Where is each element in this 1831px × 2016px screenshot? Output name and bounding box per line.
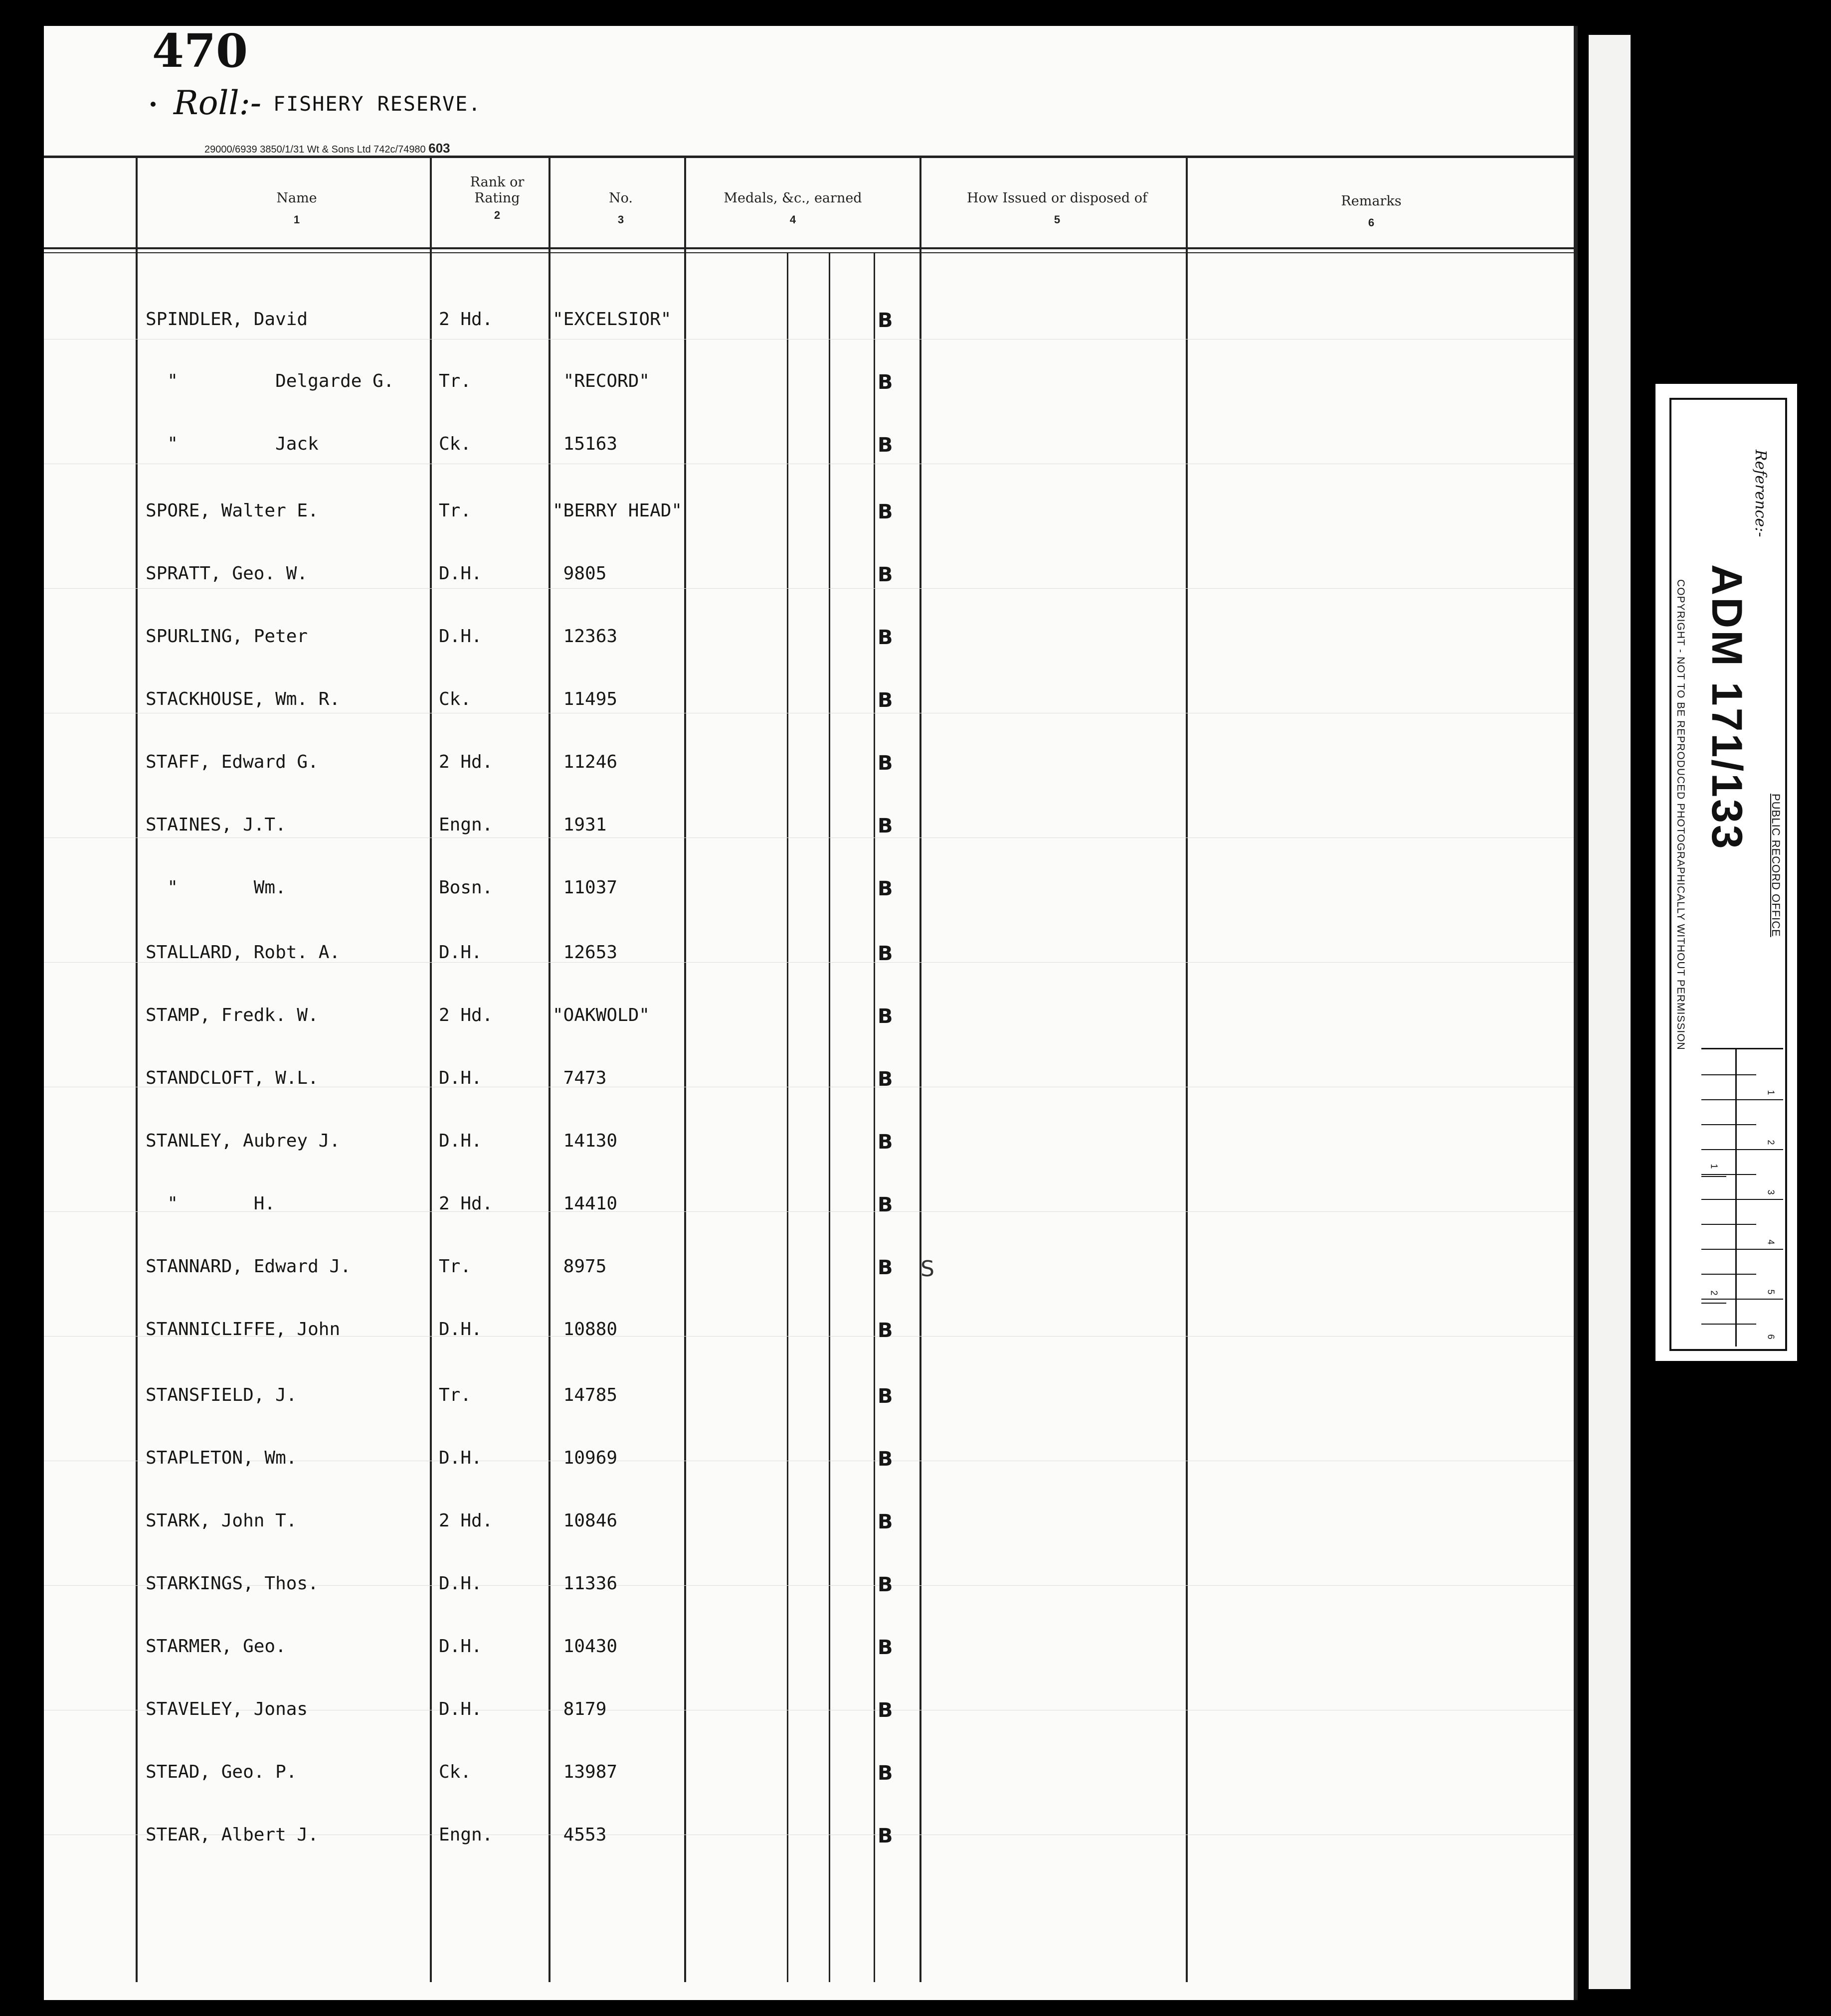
- cell-no: 10846: [552, 1511, 618, 1531]
- cell-no: 1931: [552, 815, 607, 835]
- ruler-tick: [1701, 1199, 1783, 1200]
- cell-no: 11246: [552, 752, 618, 772]
- cell-rank: Tr.: [439, 1256, 472, 1277]
- slip-copyright: COPYRIGHT - NOT TO BE REPRODUCED PHOTOGRAPHICALLY WITHOUT PERMISSION: [1675, 579, 1686, 1050]
- column-divider: [549, 158, 550, 1982]
- column-divider: [684, 158, 686, 1982]
- ruler-inch-label: 1: [1709, 1164, 1719, 1169]
- binder-strip: [1589, 35, 1631, 1989]
- cell-name: STARK, John T.: [146, 1511, 297, 1531]
- ruler-tick: [1701, 1074, 1756, 1075]
- header-issued: [937, 190, 1177, 227]
- cell-no: 7473: [552, 1068, 607, 1088]
- printer-code: [204, 141, 450, 156]
- cell-rank: 2 Hd.: [439, 752, 493, 772]
- page-number: 470: [152, 24, 248, 78]
- ruler-tick: [1701, 1099, 1783, 1100]
- ruler-inch-label: 2: [1709, 1290, 1719, 1296]
- cell-name: SPORE, Walter E.: [146, 501, 319, 521]
- cell-no: 11495: [552, 689, 618, 709]
- cell-rank: Bosn.: [439, 877, 493, 898]
- cell-name: STANDCLOFT, W.L.: [146, 1068, 319, 1088]
- ruler-inch-tick: [1701, 1176, 1726, 1177]
- cell-medal: B: [878, 1319, 893, 1342]
- header-rank: [455, 174, 540, 222]
- header-no-label: No.: [609, 190, 633, 206]
- cell-name: STANNICLIFFE, John: [146, 1319, 341, 1340]
- column-divider: [1186, 158, 1188, 1982]
- reference-slip: [1655, 384, 1797, 1361]
- slip-office-name: PUBLIC RECORD OFFICE: [1770, 794, 1782, 937]
- cell-medal: B: [878, 1068, 893, 1091]
- slip-reference-code: ADM 171/133: [1703, 564, 1751, 851]
- header-rank-label: Rank or Rating: [470, 174, 525, 206]
- cell-no: 4553: [552, 1825, 607, 1845]
- cell-no: "EXCELSIOR": [552, 309, 672, 330]
- cell-medal: B: [878, 1448, 893, 1471]
- reference-slip-border: [1669, 398, 1787, 1351]
- cell-rank: D.H.: [439, 1319, 482, 1340]
- medal-subdivider: [874, 252, 875, 1982]
- cell-name: SPINDLER, David: [146, 309, 308, 330]
- cell-name: STEAR, Albert J.: [146, 1825, 319, 1845]
- cell-name: STANSFIELD, J.: [146, 1385, 297, 1405]
- medal-subdivider: [829, 252, 830, 1982]
- header-issued-num: 5: [1054, 213, 1061, 226]
- column-divider: [919, 158, 921, 1982]
- header-name-label: Name: [276, 190, 317, 206]
- cell-rank: Engn.: [439, 1825, 493, 1845]
- cell-name: STARMER, Geo.: [146, 1636, 286, 1657]
- cell-no: 14410: [552, 1193, 618, 1214]
- ruler-cm-label: 2: [1766, 1140, 1776, 1145]
- cell-medal: B: [878, 434, 893, 457]
- cell-rank: Ck.: [439, 689, 472, 709]
- cell-medal: B: [878, 626, 893, 649]
- cell-rank: D.H.: [439, 1448, 482, 1468]
- header-remarks-num: 6: [1368, 216, 1375, 229]
- cell-medal: B: [878, 309, 893, 332]
- measurement-ruler: [1701, 1048, 1783, 1346]
- cell-name: STAVELEY, Jonas: [146, 1699, 308, 1719]
- cell-no: 12653: [552, 942, 618, 963]
- cell-rank: Engn.: [439, 815, 493, 835]
- roll-label: Roll:-: [174, 84, 262, 122]
- cell-remark: S: [920, 1256, 934, 1282]
- cell-name: STEAD, Geo. P.: [146, 1762, 297, 1782]
- header-bottom-rule-2: [44, 252, 1574, 253]
- cell-name: STANNARD, Edward J.: [146, 1256, 351, 1277]
- cell-no: 8975: [552, 1256, 607, 1277]
- cell-medal: B: [878, 942, 893, 965]
- cell-rank: 2 Hd.: [439, 1511, 493, 1531]
- cell-medal: B: [878, 1699, 893, 1722]
- cell-no: 14130: [552, 1131, 618, 1151]
- cell-no: 10430: [552, 1636, 618, 1657]
- cell-medal: B: [878, 501, 893, 523]
- cell-rank: Ck.: [439, 1762, 472, 1782]
- printer-code-number: 603: [428, 141, 450, 156]
- cell-medal: B: [878, 752, 893, 775]
- roll-value: FISHERY RESERVE.: [273, 93, 482, 116]
- ruler-cm-label: 1: [1766, 1090, 1776, 1095]
- cell-medal: B: [878, 371, 893, 394]
- header-medals-num: 4: [789, 213, 796, 226]
- ruler-tick: [1701, 1299, 1783, 1300]
- cell-name: " Jack: [146, 434, 319, 454]
- cell-rank: Tr.: [439, 371, 472, 391]
- header-medals-label: Medals, &c., earned: [724, 190, 862, 206]
- cell-name: " Wm.: [146, 877, 286, 898]
- ruler-tick: [1701, 1174, 1756, 1175]
- cell-name: STANLEY, Aubrey J.: [146, 1131, 341, 1151]
- cell-medal: B: [878, 815, 893, 838]
- cell-name: STAMP, Fredk. W.: [146, 1005, 319, 1025]
- ruler-tick: [1701, 1274, 1756, 1275]
- cell-medal: B: [878, 689, 893, 712]
- cell-medal: B: [878, 563, 893, 586]
- cell-no: "RECORD": [552, 371, 650, 391]
- ink-dot: [151, 102, 156, 107]
- ruler-tick: [1701, 1124, 1756, 1125]
- column-divider: [136, 158, 138, 1982]
- cell-rank: D.H.: [439, 942, 482, 963]
- ruler-edge: [1735, 1049, 1737, 1346]
- cell-no: 9805: [552, 563, 607, 584]
- ruler-tick: [1701, 1324, 1756, 1325]
- cell-no: 13987: [552, 1762, 618, 1782]
- cell-name: STACKHOUSE, Wm. R.: [146, 689, 341, 709]
- header-name: [219, 190, 374, 227]
- cell-name: STAINES, J.T.: [146, 815, 286, 835]
- column-divider: [430, 158, 432, 1982]
- cell-no: 8179: [552, 1699, 607, 1719]
- medal-subdivider: [787, 252, 788, 1982]
- cell-rank: D.H.: [439, 563, 482, 584]
- header-no: [573, 190, 668, 227]
- cell-rank: 2 Hd.: [439, 309, 493, 330]
- cell-no: 12363: [552, 626, 618, 647]
- ruler-tick: [1701, 1149, 1783, 1150]
- ruler-cm-label: 6: [1766, 1334, 1776, 1340]
- header-name-num: 1: [293, 213, 300, 226]
- cell-no: 10880: [552, 1319, 618, 1340]
- cell-no: "BERRY HEAD": [552, 501, 683, 521]
- ruler-cm-label: 3: [1766, 1189, 1776, 1195]
- cell-medal: B: [878, 1005, 893, 1028]
- cell-medal: B: [878, 1385, 893, 1408]
- cell-rank: D.H.: [439, 1636, 482, 1657]
- cell-name: STAFF, Edward G.: [146, 752, 319, 772]
- cell-no: "OAKWOLD": [552, 1005, 650, 1025]
- cell-rank: D.H.: [439, 1131, 482, 1151]
- header-rank-num: 2: [494, 208, 501, 221]
- header-medals: [698, 190, 888, 227]
- ruler-inch-tick: [1701, 1303, 1726, 1304]
- cell-medal: B: [878, 877, 893, 900]
- cell-name: " H.: [146, 1193, 276, 1214]
- cell-no: 15163: [552, 434, 618, 454]
- header-top-rule: [44, 156, 1574, 158]
- cell-medal: B: [878, 1131, 893, 1154]
- cell-medal: B: [878, 1762, 893, 1785]
- header-issued-label: How Issued or disposed of: [966, 190, 1148, 206]
- cell-rank: 2 Hd.: [439, 1193, 493, 1214]
- cell-no: 11336: [552, 1573, 618, 1594]
- cell-name: STAPLETON, Wm.: [146, 1448, 297, 1468]
- ledger-rule: [44, 588, 1574, 589]
- cell-medal: B: [878, 1256, 893, 1279]
- cell-rank: D.H.: [439, 1068, 482, 1088]
- cell-no: 11037: [552, 877, 618, 898]
- header-no-num: 3: [617, 213, 624, 226]
- printer-code-text: 29000/6939 3850/1/31 Wt & Sons Ltd 742c/74980: [204, 144, 426, 155]
- cell-medal: B: [878, 1825, 893, 1848]
- ruler-cm-label: 4: [1766, 1239, 1776, 1245]
- cell-rank: 2 Hd.: [439, 1005, 493, 1025]
- cell-rank: Tr.: [439, 501, 472, 521]
- cell-medal: B: [878, 1636, 893, 1659]
- cell-rank: D.H.: [439, 626, 482, 647]
- header-bottom-rule: [44, 247, 1574, 249]
- slip-reference-label: Reference:-: [1752, 450, 1769, 537]
- cell-name: STALLARD, Robt. A.: [146, 942, 341, 963]
- ruler-cm-label: 5: [1766, 1289, 1776, 1295]
- cell-medal: B: [878, 1511, 893, 1533]
- header-remarks: [1247, 193, 1496, 230]
- header-remarks-label: Remarks: [1341, 193, 1402, 209]
- cell-name: " Delgarde G.: [146, 371, 394, 391]
- cell-no: 14785: [552, 1385, 618, 1405]
- cell-rank: Tr.: [439, 1385, 472, 1405]
- cell-rank: D.H.: [439, 1573, 482, 1594]
- cell-rank: Ck.: [439, 434, 472, 454]
- cell-name: SPRATT, Geo. W.: [146, 563, 308, 584]
- cell-rank: D.H.: [439, 1699, 482, 1719]
- cell-medal: B: [878, 1193, 893, 1216]
- ruler-tick: [1701, 1249, 1783, 1250]
- cell-no: 10969: [552, 1448, 618, 1468]
- cell-medal: B: [878, 1573, 893, 1596]
- cell-name: SPURLING, Peter: [146, 626, 308, 647]
- cell-name: STARKINGS, Thos.: [146, 1573, 319, 1594]
- ruler-tick: [1701, 1224, 1756, 1225]
